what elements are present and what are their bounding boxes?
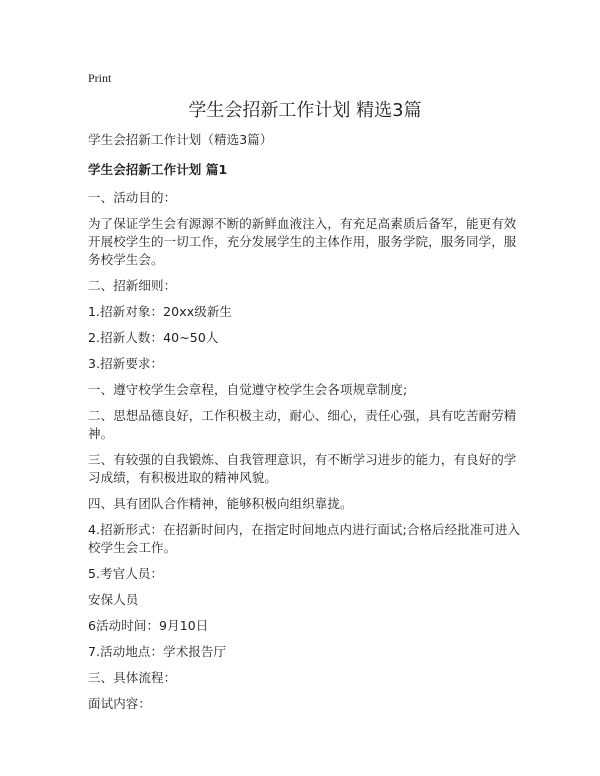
paragraph: 1.招新对象：20xx级新生 (88, 304, 233, 319)
section-heading: 学生会招新工作计划 篇1 (88, 162, 228, 177)
paragraph: 三、具体流程： (88, 670, 177, 685)
paragraph: 二、招新细则： (88, 278, 177, 293)
paragraph: 三、有较强的自我锻炼、自我管理意识，有不断学习进步的能力，有良好的学习成绩，有积极进取的精神风貌。 (88, 452, 517, 485)
paragraph: 面试内容： (88, 696, 152, 711)
paragraph: 5.考官人员： (88, 566, 164, 581)
paragraph: 4.招新形式：在招新时间内，在指定时间地点内进行面试;合格后经批准可进入校学生会工作。 (88, 522, 521, 555)
document-title: 学生会招新工作计划 精选3篇 (188, 100, 422, 121)
paragraph: 四、具有团队合作精神，能够积极向组织靠拢。 (88, 496, 353, 511)
paragraph: 一、遵守校学生会章程，自觉遵守校学生会各项规章制度; (88, 382, 408, 397)
document-subtitle: 学生会招新工作计划（精选3篇） (88, 132, 273, 147)
paragraph: 3.招新要求： (88, 356, 164, 371)
print-link[interactable]: Print (88, 71, 112, 85)
paragraph: 一、活动目的： (88, 190, 177, 205)
paragraph: 2.招新人数：40~50人 (88, 330, 219, 345)
paragraph: 7.活动地点：学术报告厅 (88, 644, 227, 659)
paragraph: 6活动时间：9月10日 (88, 618, 209, 633)
paragraph: 二、思想品德良好，工作积极主动，耐心、细心，责任心强，具有吃苦耐劳精神。 (88, 408, 517, 441)
document-page (88, 70, 522, 721)
paragraph: 安保人员 (88, 592, 139, 607)
paragraph: 为了保证学生会有源源不断的新鲜血液注入，有充足高素质后备军，能更有效开展校学生的一切工作，充分发展学生的主体作用，服务学院，服务同学，服务校学生会。 (88, 216, 517, 267)
